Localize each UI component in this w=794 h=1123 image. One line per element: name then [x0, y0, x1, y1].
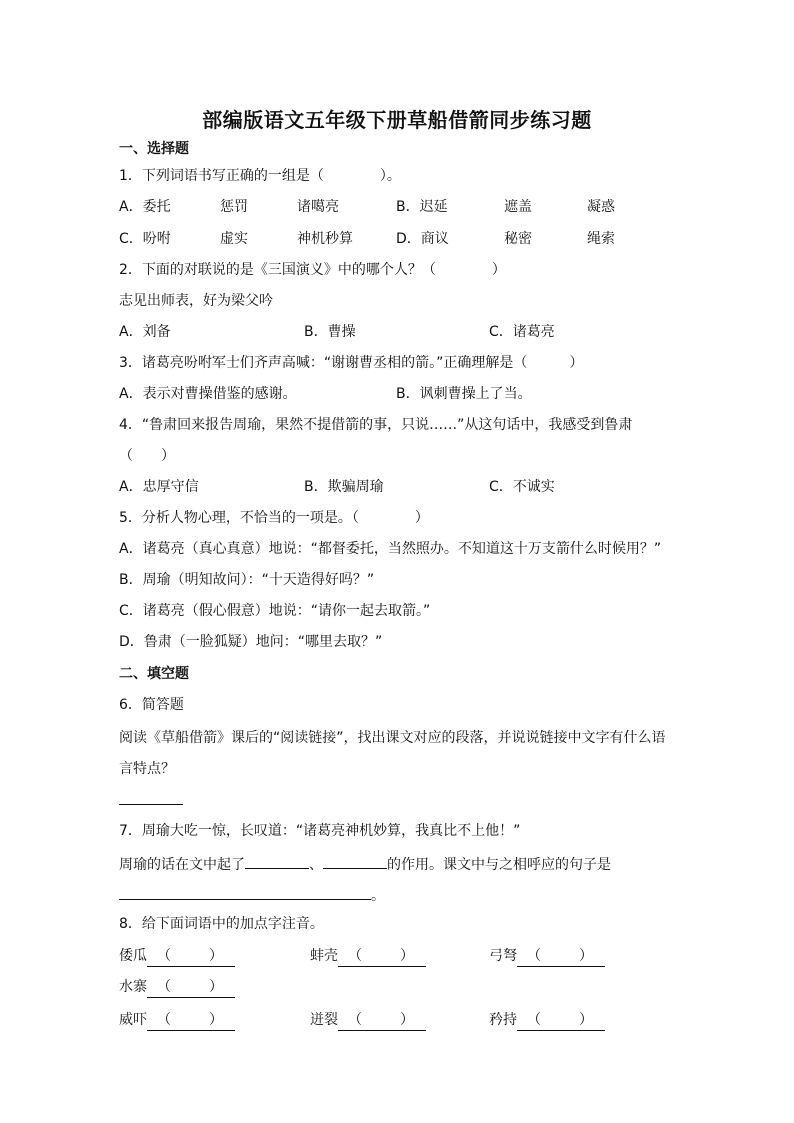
section-heading-fill: 二、填空题 [119, 666, 189, 682]
q1-word: 神机秒算 [297, 231, 353, 247]
q8-word: 威吓 [119, 1012, 147, 1028]
q2-couplet: 志见出师表，好为梁父吟 [119, 293, 273, 309]
q8-pinyin-blank[interactable] [541, 946, 579, 967]
q8-item: 弓弩 （ ） [489, 946, 605, 967]
q7-text-b: 的作用。课文中与之相呼应的句子是 [387, 857, 611, 873]
page-title: 部编版语文五年级下册草船借箭同步练习题 [202, 108, 592, 132]
q1-stem: 1．下列词语书写正确的一组是（ ）。 [119, 168, 401, 184]
q8-word: 水寨 [119, 979, 147, 995]
q5-stem: 5．分析人物心理，不恰当的一项是。（ ） [119, 510, 429, 526]
q3-option-b: B．讽刺曹操上了当。 [396, 386, 532, 402]
q1-word: 虚实 [220, 231, 248, 247]
q1-option-b: B．迟延 [396, 199, 448, 215]
q7-answer-line [119, 884, 385, 906]
q5-option-b: B．周瑜（明知故问）：“十天造得好吗？” [119, 572, 375, 588]
q7-blank-3[interactable] [119, 884, 371, 900]
q6-text-line1: 阅读《草船借箭》课后的“阅读链接”，找出课文对应的段落，并说说链接中文字有什么语 [119, 730, 666, 746]
q1-word: 惩罚 [220, 199, 248, 215]
q8-item: 水寨 （ ） [119, 977, 235, 998]
q2-option-b: B．曹操 [304, 324, 356, 340]
q8-word: 迸裂 [310, 1012, 338, 1028]
q8-pinyin-blank[interactable] [362, 946, 400, 967]
q3-option-a: A．表示对曹操借鉴的感谢。 [119, 386, 297, 402]
q2-option-c: C．诸葛亮 [489, 324, 555, 340]
q2-option-a: A．刘备 [119, 324, 171, 340]
q8-item: 迸裂 （ ） [310, 1010, 426, 1031]
q4-option-b: B．欺骗周瑜 [304, 479, 384, 495]
q7-separator: 、 [309, 857, 323, 873]
q7-end-mark: 。 [371, 888, 385, 904]
q8-item: 蚌壳 （ ） [310, 946, 426, 967]
q1-word: 遮盖 [504, 199, 532, 215]
q6-label: 6．简答题 [119, 697, 184, 713]
q6-text-line2: 言特点？ [119, 761, 175, 777]
q8-word: 倭瓜 [119, 948, 147, 964]
q1-option-c: C．吩咐 [119, 231, 171, 247]
q8-stem: 8．给下面词语中的加点字注音。 [119, 916, 324, 932]
q6-answer-blank[interactable] [119, 786, 183, 805]
q8-item: 矜持 （ ） [489, 1010, 605, 1031]
q2-stem: 2．下面的对联说的是《三国演义》中的哪个人？（ ） [119, 262, 506, 278]
q4-option-c: C．不诚实 [489, 479, 555, 495]
q5-option-d: D．鲁肃（一脸狐疑）地问：“哪里去取？” [119, 634, 383, 650]
q8-word: 蚌壳 [310, 948, 338, 964]
q8-item: 倭瓜 （ ） [119, 946, 235, 967]
q8-pinyin-blank[interactable] [362, 1010, 400, 1031]
q5-option-a: A．诸葛亮（真心真意）地说：“都督委托，当然照办。不知道这十万支箭什么时候用？” [119, 541, 662, 557]
q1-word: 凝惑 [587, 199, 615, 215]
q1-option-a: A．委托 [119, 199, 171, 215]
q1-word: 绳索 [587, 231, 615, 247]
q4-answer-paren: （ ） [119, 448, 175, 464]
q7-blank-1[interactable] [245, 853, 309, 869]
q7-quote: 7．周瑜大吃一惊，长叹道：“诸葛亮神机妙算，我真比不上他！” [119, 823, 521, 839]
q8-item: 威吓 （ ） [119, 1010, 235, 1031]
q7-text-a: 周瑜的话在文中起了 [119, 857, 245, 873]
section-heading-choice: 一、选择题 [119, 141, 189, 157]
q3-stem: 3．诸葛亮吩咐军士们齐声高喊：“谢谢曹丞相的箭。”正确理解是（ ） [119, 355, 584, 371]
q7-fill-line [119, 853, 611, 875]
q8-pinyin-blank[interactable] [171, 946, 209, 967]
q8-word: 弓弩 [489, 948, 517, 964]
q8-pinyin-blank[interactable] [541, 1010, 579, 1031]
q8-pinyin-blank[interactable] [171, 977, 209, 998]
q8-word: 矜持 [489, 1012, 517, 1028]
q4-stem: 4．“鲁肃回来报告周瑜，果然不提借箭的事，只说……”从这句话中，我感受到鲁肃 [119, 417, 633, 433]
q5-option-c: C．诸葛亮（假心假意）地说：“请你一起去取箭。” [119, 603, 431, 619]
q1-word: 诸噶亮 [297, 199, 339, 215]
q7-blank-2[interactable] [323, 853, 387, 869]
q1-option-d: D．商议 [396, 231, 449, 247]
q8-pinyin-blank[interactable] [171, 1010, 209, 1031]
q4-option-a: A．忠厚守信 [119, 479, 199, 495]
q1-word: 秘密 [504, 231, 532, 247]
